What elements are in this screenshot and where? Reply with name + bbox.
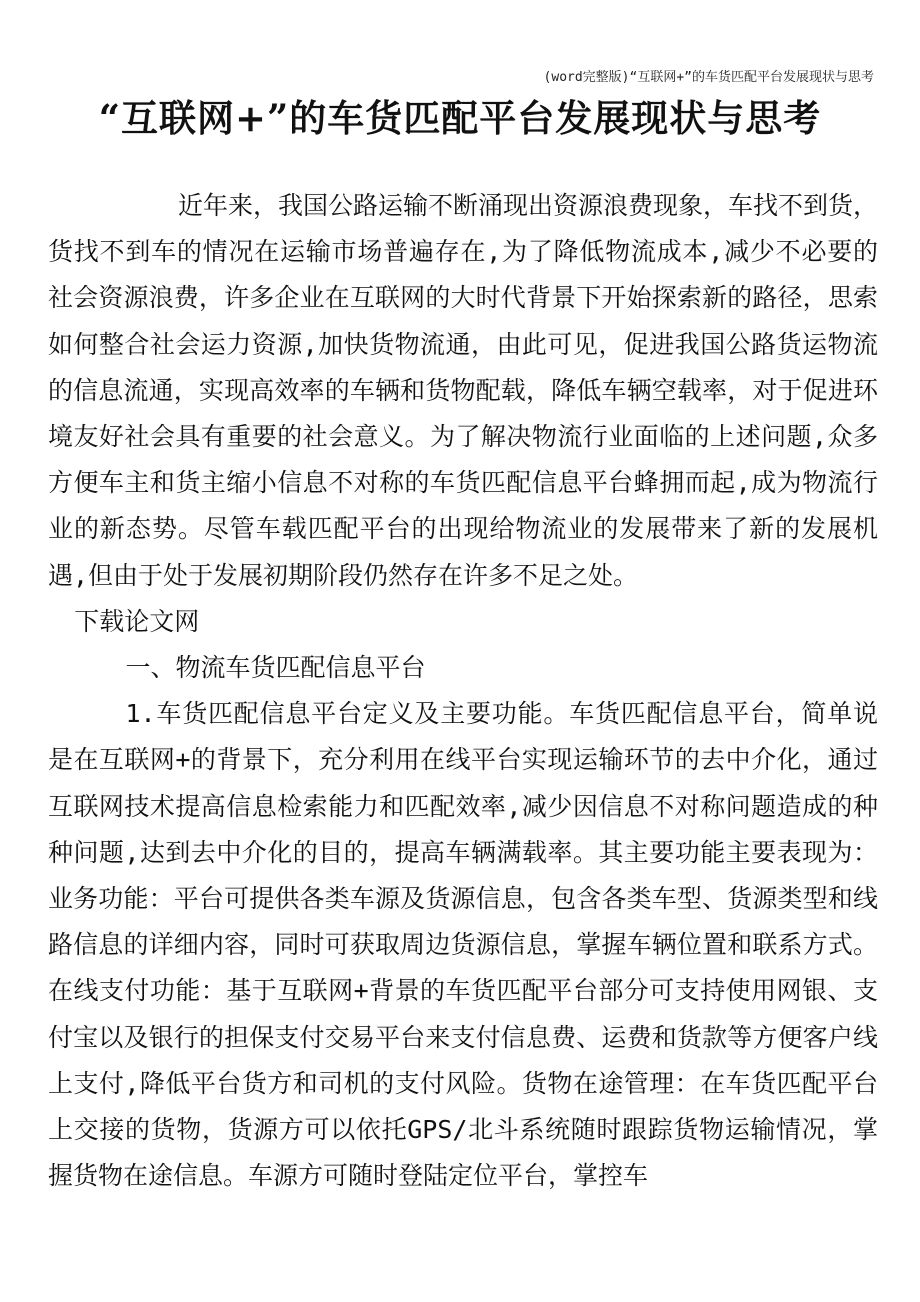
paragraph-definition: 1.车货匹配信息平台定义及主要功能。车货匹配信息平台，简单说是在互联网+的背景下，充分利用在线平台实现运输环节的去中介化，通过互联网技术提高信息检索能力和匹配效率,减少因信息不对称问题造成的种种问题,达到去中介化的目的，提高车辆满载率。其主要功能主要表现为：业务功能：平台可提供各类车源及货源信息，包含各类车型、货源类型和线路信息的详细内容，同时可获取周边货源信息，掌握车辆位置和联系方式。在线支付功能：基于互联网+背景的车货匹配平台部分可支持使用网银、支付宝以及银行的担保支付交易平台来支付信息费、运费和货款等方便客户线上支付,降低平台货方和司机的支付风险。货物在途管理：在车货匹配平台上交接的货物，货源方可以依托GPS/北斗系统随时跟踪货物运输情况，掌握货物在途信息。车源方可随时登陆定位平台，掌控车: [48, 699, 878, 1191]
paragraph-source-note: 下载论文网: [74, 606, 200, 636]
paragraph-intro: 近年来，我国公路运输不断涌现出资源浪费现象，车找不到货，货找不到车的情况在运输市场普遍存在,为了降低物流成本,减少不必要的社会资源浪费，许多企业在互联网的大时代背景下开始探索新的路径，思索如何整合社会运力资源,加快货物流通，由此可见，促进我国公路货运物流的信息流通，实现高效率的车辆和货物配载，降低车辆空载率，对于促进环境友好社会具有重要的社会意义。为了解决物流行业面临的上述问题,众多方便车主和货主缩小信息不对称的车货匹配信息平台蜂拥而起,成为物流行业的新态势。尽管车载匹配平台的出现给物流业的发展带来了新的发展机遇,但由于处于发展初期阶段仍然存在许多不足之处。: [48, 191, 879, 590]
document-title: “互联网+”的车货匹配平台发展现状与思考: [98, 96, 822, 140]
section-heading-1: 一、物流车货匹配信息平台: [125, 653, 426, 683]
running-header: (word完整版)“互联网+”的车货匹配平台发展现状与思考: [543, 70, 874, 85]
document-body: [48, 183, 878, 1199]
